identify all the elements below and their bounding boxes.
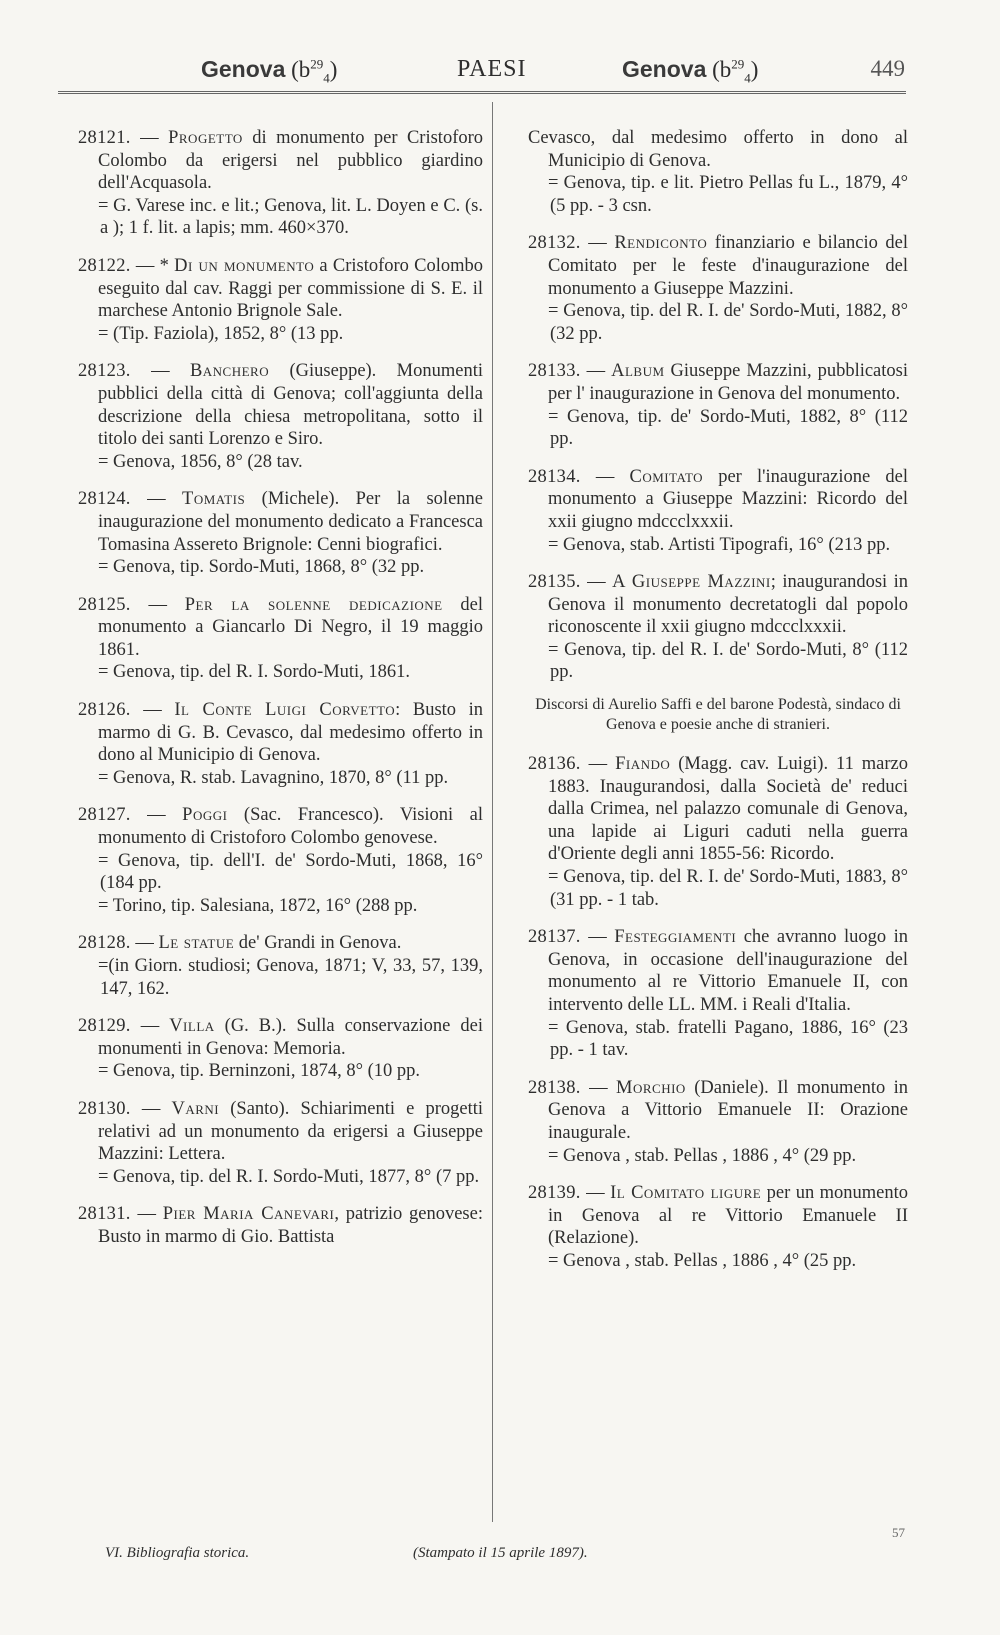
entry-number: 28135. bbox=[528, 572, 581, 593]
entry-text: (Santo). Schiarimenti e progetti relativi ad un monumento da erigersi a Giuseppe Mazzini: Lettera. bbox=[98, 1098, 484, 1165]
header-right-code: (b bbox=[712, 57, 732, 82]
bibliography-entry bbox=[78, 804, 483, 917]
bibliography-entry bbox=[78, 255, 483, 345]
bibliography-entry bbox=[528, 232, 908, 345]
entry-text: del monumento a Giancarlo Di Negro, il 19 maggio 1861. bbox=[98, 594, 484, 660]
entry-text: (Giuseppe). Monumenti pubblici della città di Genova; coll'aggiunta della descrizione della chiesa metropolitana, sotto il titolo dei santi Lorenzo e Siro. bbox=[98, 361, 484, 450]
entry-dash: — bbox=[140, 128, 159, 148]
entry-body bbox=[528, 466, 908, 534]
entry-number: 28122. bbox=[78, 255, 131, 276]
footer-left: VI. Bibliografia storica. bbox=[105, 1545, 250, 1561]
entry-imprint: = Genova, stab. fratelli Pagano, 1886, 16° (23 pp. - 1 tav. bbox=[548, 1017, 908, 1061]
header-left bbox=[201, 56, 337, 87]
entry-body bbox=[78, 360, 483, 450]
header-right-title: Genova bbox=[622, 56, 707, 82]
footer-center: (Stampato il 15 aprile 1897). bbox=[413, 1545, 588, 1561]
bibliography-entry bbox=[528, 1182, 908, 1272]
signature-mark: 57 bbox=[892, 1525, 905, 1540]
entry-number: 28133. bbox=[528, 361, 581, 382]
entry-text: finanziario e bilancio del Comitato per le feste d'inaugurazione del monumento a Giuseppe Mazzini. bbox=[548, 233, 909, 299]
entry-text: (Sac. Francesco). Visioni al monumento di Cristoforo Colombo genovese. bbox=[98, 805, 484, 849]
entry-body bbox=[78, 488, 483, 556]
entry-body bbox=[528, 571, 908, 639]
column-divider bbox=[492, 102, 493, 1522]
left-column bbox=[78, 127, 483, 1264]
entry-text: per un monumento in Genova al re Vittorio Emanuele II (Relazione). bbox=[548, 1183, 909, 1249]
entry-number: 28138. bbox=[528, 1077, 581, 1098]
entry-lead: Pier Maria Canevari bbox=[162, 1204, 335, 1225]
header-left-code: (b bbox=[291, 57, 311, 82]
entry-text: (Daniele). Il monumento in Genova a Vittorio Emanuele II: Orazione inaugurale. bbox=[548, 1077, 909, 1143]
entry-lead: Comitato bbox=[629, 466, 704, 487]
bibliography-entry bbox=[78, 1015, 483, 1083]
bibliography-entry bbox=[78, 127, 483, 240]
entry-text: a Cristoforo Colombo eseguito dal cav. Raggi per commissione di S. E. il marchese Antonio Brignole Sale. bbox=[98, 255, 483, 322]
entry-dash: — bbox=[140, 1016, 160, 1037]
entry-body bbox=[528, 232, 908, 300]
entry-dash: — bbox=[587, 572, 606, 593]
entry-lead: Fiando bbox=[615, 754, 671, 775]
entry-lead: Tomatis bbox=[182, 489, 246, 510]
entry-lead: Festeggiamenti bbox=[614, 927, 737, 948]
entry-number: 28132. bbox=[528, 233, 581, 254]
entry-imprint: = Genova , stab. Pellas , 1886 , 4° (29 pp. bbox=[548, 1145, 857, 1166]
entry-text: (Magg. cav. Luigi). 11 marzo 1883. Inaugurandosi, dalla Società de' reduci dalla Crimea, nel palazzo comunale di Genova, una lapide ai Liguri caduti nella guerra d'Oriente degli anni 1855-56: Ricordo. bbox=[548, 754, 909, 865]
entry-imprint: = Genova, tip. del R. I. Sordo-Muti, 1861. bbox=[98, 662, 411, 683]
entry-imprint: = G. Varese inc. e lit.; Genova, lit. L. Doyen e C. (s. a ); 1 f. lit. a lapis; mm. 460×370. bbox=[98, 195, 483, 239]
bibliography-entry bbox=[528, 571, 908, 684]
entry-dash: — bbox=[586, 361, 606, 382]
entry-dash: — * bbox=[135, 255, 169, 276]
header-right-sup: 29 bbox=[731, 56, 745, 72]
bibliography-entry bbox=[78, 594, 483, 684]
entry-dash: — bbox=[589, 1077, 608, 1098]
entry-lead: Rendiconto bbox=[614, 233, 708, 254]
entry-dash: — bbox=[586, 1183, 605, 1204]
entry-body bbox=[528, 753, 908, 866]
entry-dash: — bbox=[147, 805, 166, 826]
entry-body bbox=[78, 594, 483, 662]
entry-imprint: = Genova, tip. Berninzoni, 1874, 8° (10 pp. bbox=[98, 1061, 421, 1082]
entry-dash: — bbox=[588, 233, 607, 254]
entry-number: 28126. bbox=[78, 700, 131, 721]
bibliography-entry bbox=[528, 753, 908, 911]
bibliography-entry bbox=[528, 360, 908, 450]
entry-text: de' Grandi in Genova. bbox=[234, 933, 402, 954]
entry-imprint: = Genova, tip. del R. I. de' Sordo-Muti, 8° (112 pp. bbox=[548, 639, 908, 683]
bibliography-entry bbox=[78, 1098, 483, 1188]
entry-body bbox=[528, 360, 908, 405]
entry-number: 28134. bbox=[528, 466, 581, 487]
entry-dash: — bbox=[588, 927, 607, 948]
bibliography-entry bbox=[78, 488, 483, 578]
entry-dash: — bbox=[595, 466, 615, 487]
entry-body bbox=[78, 1203, 483, 1248]
bibliography-entry bbox=[78, 1203, 483, 1248]
entry-lead: Il Comitato ligure bbox=[610, 1183, 762, 1204]
entry-text: Giuseppe Mazzini, pubblicatosi per l' inaugurazione in Genova del monumento. bbox=[548, 361, 908, 404]
entry-number: 28123. bbox=[78, 361, 131, 382]
bibliography-entry bbox=[528, 926, 908, 1062]
entry-body bbox=[528, 926, 908, 1016]
entry-imprint: = Torino, tip. Salesiana, 1872, 16° (288 pp. bbox=[98, 895, 418, 916]
entry-text: (Michele). Per la solenne inaugurazione del monumento dedicato a Francesca Tomasina Assereto Brignole: Cenni biografici. bbox=[98, 489, 483, 555]
header-left-sup: 29 bbox=[310, 56, 324, 72]
entry-body bbox=[78, 1098, 483, 1166]
entry-text: che avranno luogo in Genova, in occasione dell'inaugurazione del monumento al re Vittorio Emanuele II, con intervento delle LL. MM. i Reali d'Italia. bbox=[548, 927, 909, 1015]
entry-lead: A Giuseppe Mazzini bbox=[612, 572, 771, 593]
entry-text: , patrizio genovese: Busto in marmo di Gio. Battista bbox=[98, 1204, 483, 1247]
header-rule bbox=[58, 91, 906, 94]
header-left-title: Genova bbox=[201, 56, 286, 82]
entry-lead: Progetto bbox=[168, 128, 243, 148]
entry-text: ; inaugurandosi in Genova il monumento decretatogli dal popolo riconoscente il xxii giugno mdccclxxxii. bbox=[548, 572, 908, 638]
entry-imprint: = Genova, tip. del R. I. de' Sordo-Muti, 1882, 8° (32 pp. bbox=[548, 301, 908, 344]
entry-imprint: = (Tip. Faziola), 1852, 8° (13 pp. bbox=[98, 323, 344, 344]
entry-note: Discorsi di Aurelio Saffi e del barone Podestà, sindaco di Genova e poesie anche di stranieri. bbox=[535, 696, 901, 734]
entry-imprint: = Genova, tip. del R. I. Sordo-Muti, 1877, 8° (7 pp. bbox=[98, 1166, 480, 1187]
page-number: 449 bbox=[870, 56, 905, 81]
bibliography-entry bbox=[78, 699, 483, 789]
entry-number: 28129. bbox=[78, 1016, 131, 1037]
entry-body bbox=[78, 255, 483, 323]
entry-imprint: = Genova , stab. Pellas , 1886 , 4° (25 pp. bbox=[548, 1250, 857, 1271]
entry-text: : Busto in marmo di G. B. Cevasco, dal medesimo offerto in dono al Municipio di Genova. bbox=[98, 700, 484, 766]
header-center: PAESI bbox=[457, 56, 527, 82]
entry-dash: — bbox=[143, 700, 162, 721]
entry-body bbox=[78, 804, 483, 849]
entry-body bbox=[528, 1182, 908, 1250]
entry-body bbox=[78, 127, 483, 195]
header-left-sub: 4 bbox=[323, 70, 330, 86]
entry-body bbox=[78, 1015, 483, 1060]
entry-number: 28139. bbox=[528, 1183, 581, 1204]
entry-dash: — bbox=[151, 361, 170, 382]
entry-number: 28125. bbox=[78, 594, 131, 615]
entry-number: 28136. bbox=[528, 754, 581, 775]
entry-number: 28130. bbox=[78, 1098, 131, 1119]
entry-imprint: = Genova, stab. Artisti Tipografi, 16° (213 pp. bbox=[548, 534, 891, 555]
entry-lead: Villa bbox=[169, 1016, 215, 1037]
header-left-close: ) bbox=[329, 57, 338, 82]
entry-body bbox=[528, 127, 908, 172]
entry-number: 28124. bbox=[78, 489, 131, 510]
entry-body bbox=[78, 699, 483, 767]
entry-lead: Varni bbox=[171, 1098, 220, 1119]
entry-imprint: = Genova, tip. de' Sordo-Muti, 1882, 8° (112 pp. bbox=[548, 406, 908, 450]
entry-dash: — bbox=[135, 933, 154, 954]
bibliography-entry bbox=[528, 1077, 908, 1167]
entry-number: 28131. bbox=[78, 1204, 131, 1225]
header-right bbox=[622, 56, 758, 87]
entry-dash: — bbox=[588, 754, 608, 775]
bibliography-entry bbox=[528, 466, 908, 556]
entry-number: 28121. bbox=[78, 128, 131, 148]
entry-dash: — bbox=[141, 1098, 161, 1119]
entry-imprint: = Genova, tip. dell'I. de' Sordo-Muti, 1868, 16° (184 pp. bbox=[98, 850, 483, 894]
entry-lead: Di un monumento bbox=[174, 255, 315, 276]
entry-dash: — bbox=[147, 489, 166, 510]
entry-number: 28127. bbox=[78, 805, 131, 826]
bibliography-entry bbox=[528, 127, 908, 217]
header-right-sub: 4 bbox=[744, 70, 751, 86]
running-header bbox=[95, 48, 905, 88]
entry-body bbox=[528, 1077, 908, 1145]
entry-lead: Album bbox=[611, 361, 665, 382]
entry-lead: Le statue bbox=[158, 933, 235, 954]
entry-body bbox=[78, 932, 483, 955]
entry-text: (G. B.). Sulla conservazione dei monumenti in Genova: Memoria. bbox=[98, 1016, 483, 1059]
entry-imprint: = Genova, 1856, 8° (28 tav. bbox=[98, 451, 303, 472]
entry-text: di monumento per Cristoforo Colombo da erigersi nel pubblico giardino dell'Acquasola. bbox=[98, 128, 484, 194]
entry-number: 28137. bbox=[528, 927, 581, 948]
entry-lead: Poggi bbox=[182, 805, 228, 826]
entry-lead: Il Conte Luigi Corvetto bbox=[174, 700, 396, 721]
entry-imprint: =(in Giorn. studiosi; Genova, 1871; V, 33, 57, 139, 147, 162. bbox=[98, 956, 483, 999]
header-right-close: ) bbox=[750, 57, 759, 82]
entry-lead: Morchio bbox=[616, 1077, 686, 1098]
right-column bbox=[528, 127, 908, 1288]
entry-number: 28128. bbox=[78, 933, 131, 954]
entry-dash: — bbox=[148, 594, 167, 615]
entry-imprint: = Genova, R. stab. Lavagnino, 1870, 8° (11 pp. bbox=[98, 767, 449, 788]
entry-imprint: = Genova, tip. Sordo-Muti, 1868, 8° (32 pp. bbox=[98, 557, 425, 578]
entry-dash: — bbox=[137, 1204, 156, 1225]
bibliography-entry bbox=[78, 932, 483, 1000]
bibliography-entry bbox=[78, 360, 483, 473]
entry-imprint: = Genova, tip. e lit. Pietro Pellas fu L., 1879, 4° (5 pp. - 3 csn. bbox=[548, 173, 908, 216]
entry-lead: Per la solenne dedicazione bbox=[184, 594, 443, 615]
entry-imprint: = Genova, tip. del R. I. de' Sordo-Muti, 1883, 8° (31 pp. - 1 tab. bbox=[548, 867, 908, 910]
entry-lead: Banchero bbox=[189, 361, 270, 382]
entry-text: per l'inaugurazione del monumento a Giuseppe Mazzini: Ricordo del xxii giugno mdccclxxxii. bbox=[548, 466, 909, 532]
entry-text: Cevasco, dal medesimo offerto in dono al Municipio di Genova. bbox=[528, 128, 908, 171]
